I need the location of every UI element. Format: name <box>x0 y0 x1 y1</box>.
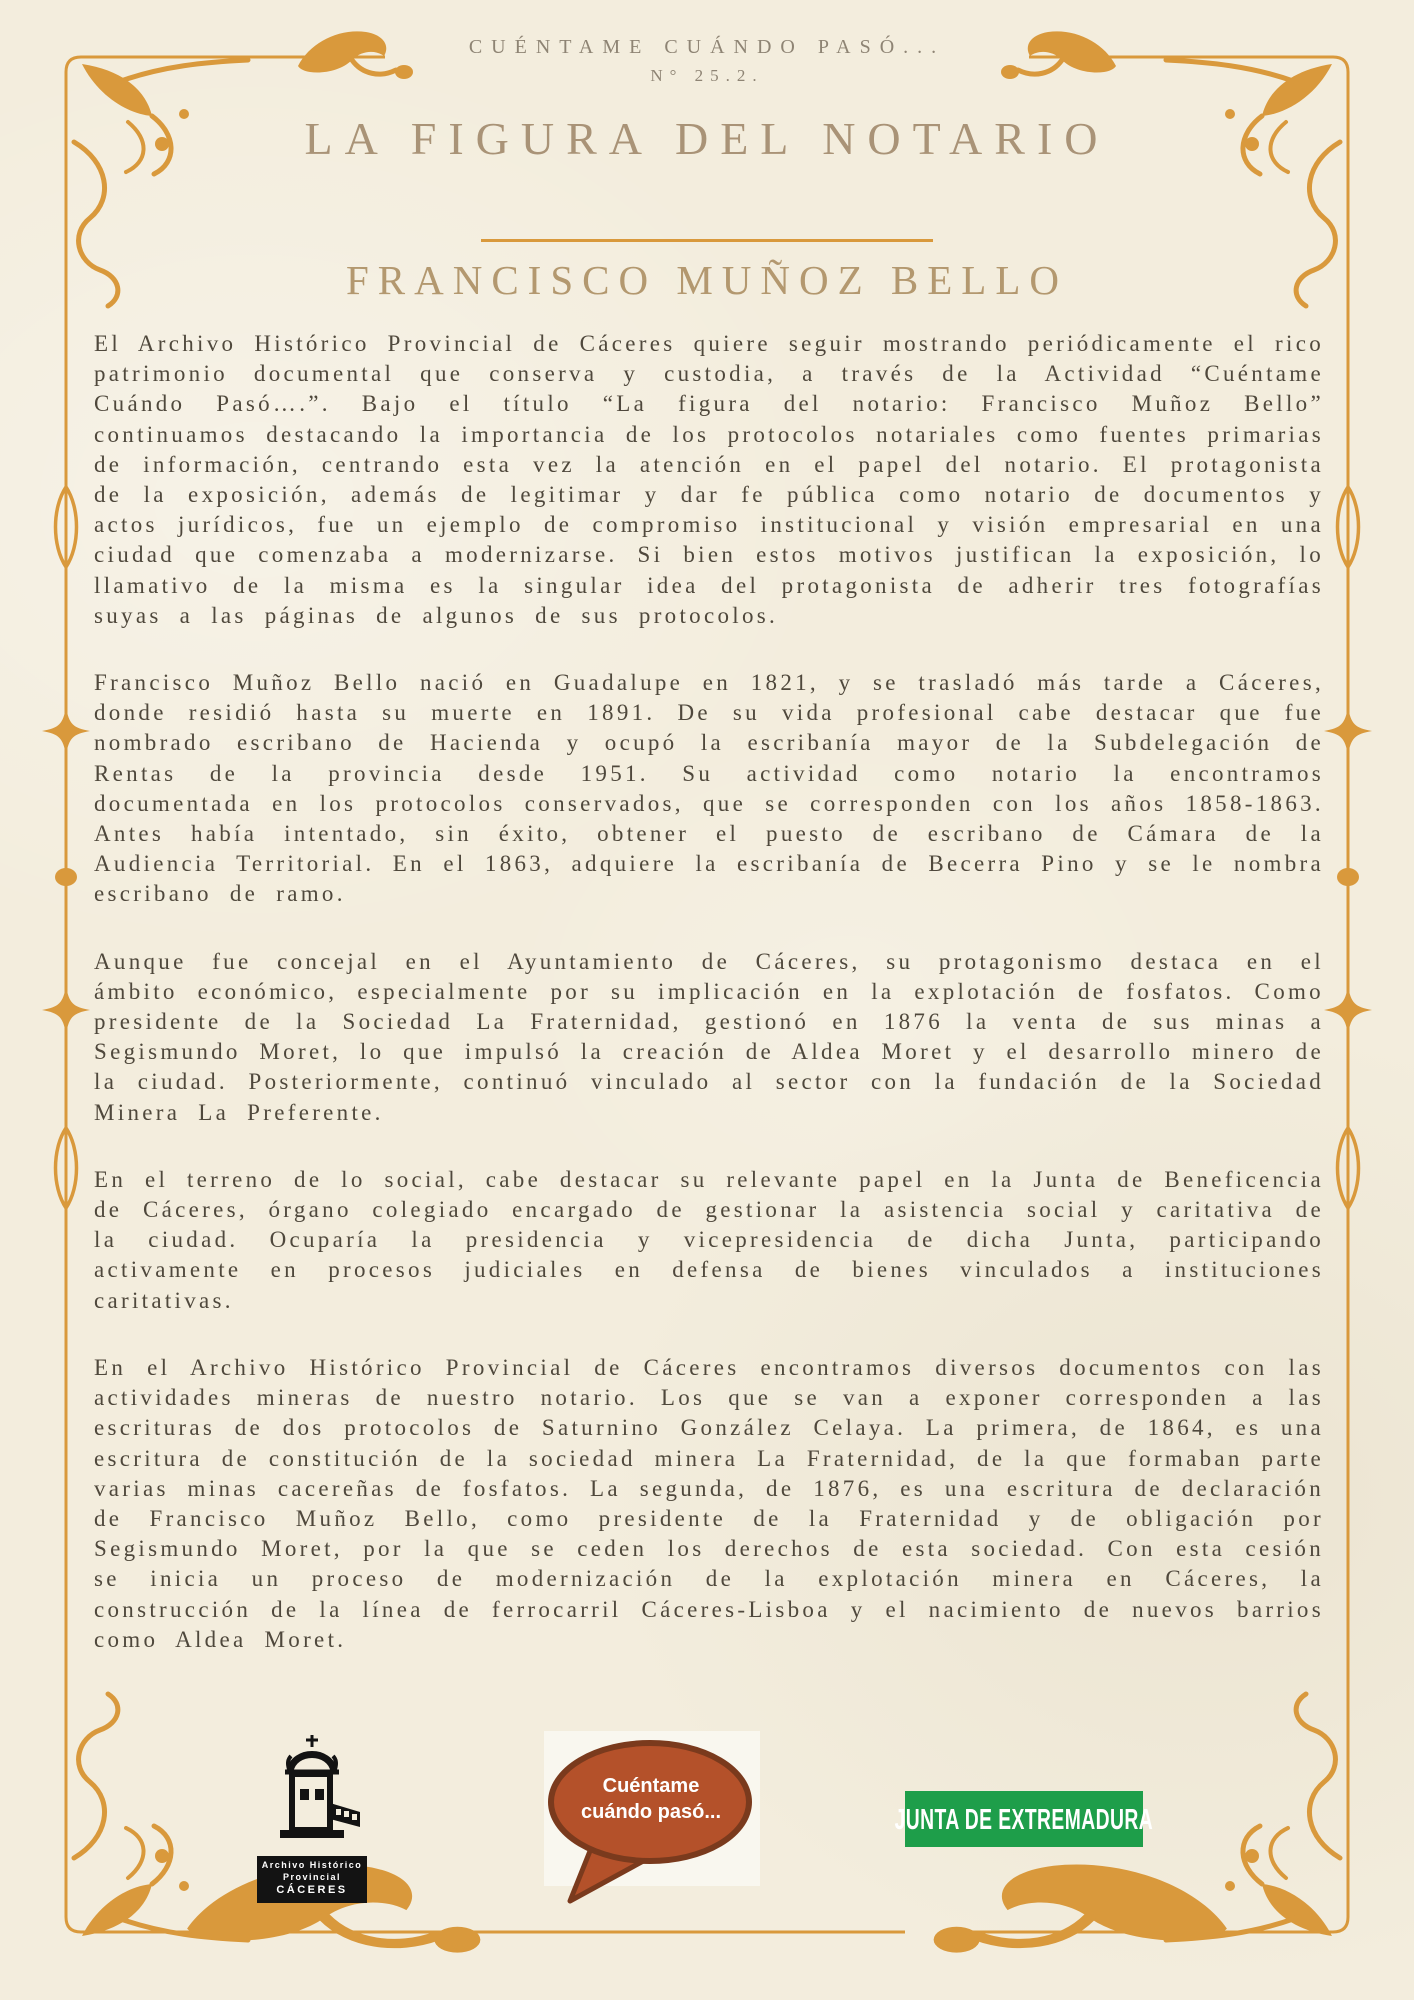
body-paragraph: En el Archivo Histórico Provincial de Cáceres encontramos diversos documentos con las actividades mineras de nuestro notario. Los que se van a exponer corresponden a las escrituras de dos protocolos de Saturnino González Celaya. La primera, de 1864, es una escritura de constitución de la sociedad minera La Fraternidad, de la que formaban parte varias minas cacereñas de fosfatos. La segunda, de 1876, es una escritura de declaración de Francisco Muñoz Bello, como presidente de la Fraternidad y de obligación por Segismundo Moret, por la que se ceden los derechos de esta sociedad. Con esta cesión se inicia un proceso de modernización de la explotación minera en Cáceres, la construcción de la línea de ferrocarril Cáceres-Lisboa y el nacimiento de nuevos barrios como Aldea Moret. <box>94 1354 1324 1652</box>
body-paragraph: Francisco Muñoz Bello nació en Guadalupe en 1821, y se trasladó más tarde a Cáceres, donde residió hasta su muerte en 1891. De su vida profesional cabe destacar que fue nombrado escribano de Hacienda y ocupó la escribanía mayor de la Subdelegación de Rentas de la provincia desde 1951. Su actividad como notario la encontramos documentada en los protocolos conservados, que se corresponden con los años 1858-1863. Antes había intentado, sin éxito, obtener el puesto de escribano de Cámara de la Audiencia Territorial. En el 1863, adquiere la escribanía de Becerra Pino y se le nombra escribano de ramo. <box>94 670 1324 907</box>
speech-bubble-text <box>560 1773 742 1825</box>
archive-label-line1: Archivo Histórico <box>261 1860 363 1870</box>
title-divider <box>481 239 933 242</box>
speech-bubble-line1: Cuéntame <box>602 1775 700 1797</box>
series-title: CUÉNTAME CUÁNDO PASÓ... <box>468 36 946 58</box>
page-header <box>0 36 1414 86</box>
page-subtitle: FRANCISCO MUÑOZ BELLO <box>345 257 1069 303</box>
junta-extremadura-label: JUNTA DE EXTREMADURA <box>894 1802 1154 1835</box>
archive-building-icon <box>258 1733 366 1847</box>
article-body <box>94 329 1324 1692</box>
archive-logo <box>250 1733 374 1903</box>
body-paragraph: En el terreno de lo social, cabe destacar su relevante papel en la Junta de Beneficencia de Cáceres, órgano colegiado encargado de gestionar la asistencia social y caritativa de la ciudad. Ocuparía la presidencia y vicepresidencia de dicha Junta, participando activamente en procesos judiciales en defensa de bienes vinculados a instituciones caritativas. <box>94 1166 1324 1313</box>
archive-label-line3: CÁCERES <box>276 1884 348 1897</box>
page-title: LA FIGURA DEL NOTARIO <box>304 113 1110 164</box>
issue-number: N° 25.2. <box>650 66 764 85</box>
body-paragraph: El Archivo Histórico Provincial de Cáceres quiere seguir mostrando periódicamente el rico patrimonio documental que conserva y custodia, a través de la Actividad “Cuéntame Cuándo Pasó….”. Bajo el título “La figura del notario: Francisco Muñoz Bello” continuamos destacando la importancia de los protocolos notariales como fuentes primarias de información, centrando esta vez la atención en el papel del notario. El protagonista de la exposición, además de legitimar y dar fe pública como notario de documentos y actos jurídicos, fue un ejemplo de compromiso institucional y visión empresarial en una ciudad que comenzaba a modernizarse. Si bien estos motivos justifican la exposición, lo llamativo de la misma es la singular idea del protagonista de adherir tres fotografías suyas a las páginas de algunos de sus protocolos. <box>94 331 1325 628</box>
archive-label-line2: Provincial <box>282 1871 342 1882</box>
speech-bubble-line2: cuándo pasó... <box>580 1801 722 1823</box>
archive-label <box>257 1856 367 1903</box>
junta-extremadura-banner <box>894 1791 1154 1847</box>
body-paragraph: Aunque fue concejal en el Ayuntamiento de Cáceres, su protagonismo destaca en el ámbito económico, especialmente por su implicación en la explotación de fosfatos. Como presidente de la Sociedad La Fraternidad, gestionó en 1876 la venta de sus minas a Segismundo Moret, lo que impulsó la creación de Aldea Moret y el desarrollo minero de la ciudad. Posteriormente, continuó vinculado al sector con la fundación de la Sociedad Minera La Preferente. <box>94 948 1324 1125</box>
